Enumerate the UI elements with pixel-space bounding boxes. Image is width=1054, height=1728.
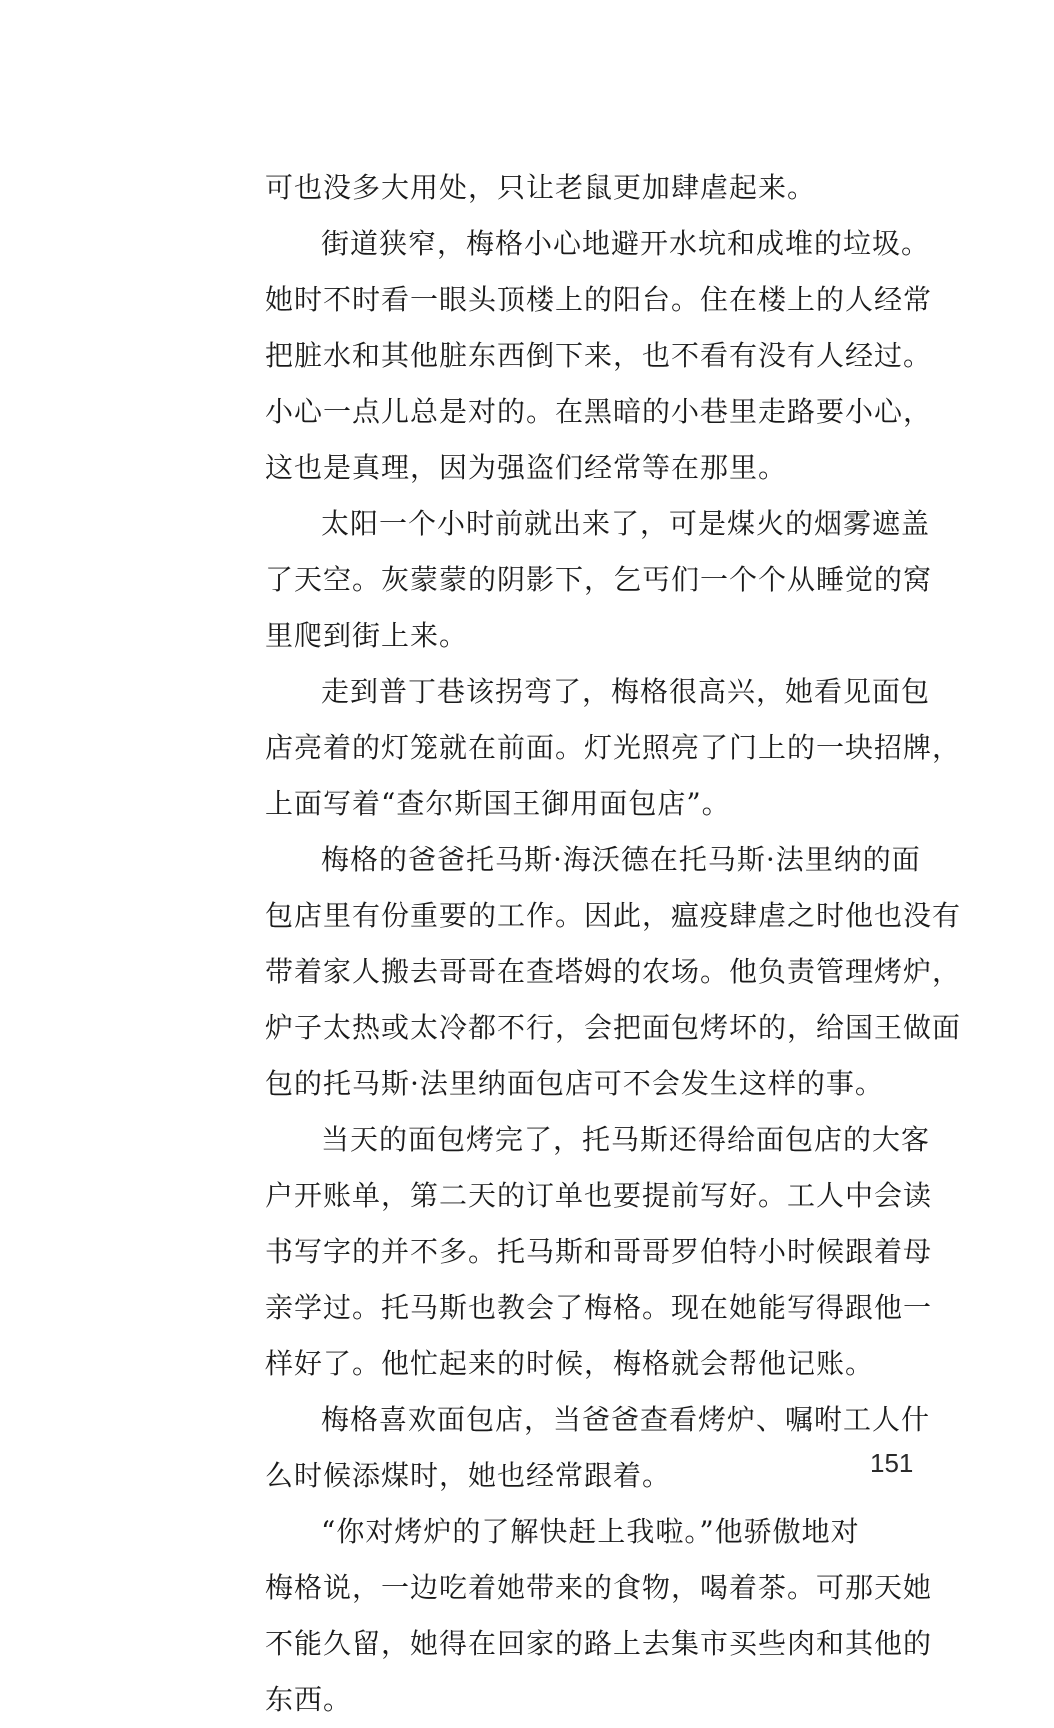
- text-line: 炉子太热或太冷都不行，会把面包烤坏的，给国王做面: [265, 1011, 962, 1044]
- text-line: 小心一点儿总是对的。在黑暗的小巷里走路要小心，: [265, 395, 933, 428]
- text-line: 太阳一个小时前就出来了，可是煤火的烟雾遮盖: [321, 507, 931, 540]
- text-line: 么时候添煤时，她也经常跟着。: [265, 1459, 672, 1492]
- text-line: 样好了。他忙起来的时候，梅格就会帮他记账。: [265, 1347, 875, 1380]
- text-line: 户开账单，第二天的订单也要提前写好。工人中会读: [265, 1179, 933, 1212]
- text-line: 当天的面包烤完了，托马斯还得给面包店的大客: [321, 1123, 931, 1156]
- text-line: 里爬到街上来。: [265, 619, 469, 652]
- text-line: 店亮着的灯笼就在前面。灯光照亮了门上的一块招牌，: [265, 731, 962, 764]
- text-line: 带着家人搬去哥哥在查塔姆的农场。他负责管理烤炉，: [265, 955, 962, 988]
- text-line: 街道狭窄，梅格小心地避开水坑和成堆的垃圾。: [321, 227, 931, 260]
- text-line: 这也是真理，因为强盗们经常等在那里。: [265, 451, 788, 484]
- text-line: 上面写着“查尔斯国王御用面包店”。: [265, 787, 731, 820]
- text-line: 走到普丁巷该拐弯了，梅格很高兴，她看见面包: [321, 675, 931, 708]
- text-line: 了天空。灰蒙蒙的阴影下，乞丐们一个个从睡觉的窝: [265, 563, 933, 596]
- text-line: 书写字的并不多。托马斯和哥哥罗伯特小时候跟着母: [265, 1235, 933, 1268]
- text-line: “你对烤炉的了解快赶上我啦。”他骄傲地对: [321, 1515, 860, 1548]
- text-line: 亲学过。托马斯也教会了梅格。现在她能写得跟他一: [265, 1291, 933, 1324]
- text-line: 不能久留，她得在回家的路上去集市买些肉和其他的: [265, 1627, 933, 1660]
- text-line: 包店里有份重要的工作。因此，瘟疫肆虐之时他也没有: [265, 899, 962, 932]
- body-text: [265, 160, 962, 1728]
- text-line: 东西。: [265, 1683, 353, 1716]
- text-line: 梅格的爸爸托马斯·海沃德在托马斯·法里纳的面: [321, 843, 921, 876]
- text-line: 她时不时看一眼头顶楼上的阳台。住在楼上的人经常: [265, 283, 933, 316]
- text-line: 梅格说，一边吃着她带来的食物，喝着茶。可那天她: [265, 1571, 933, 1604]
- page-number: 151: [870, 1448, 914, 1478]
- text-line: 包的托马斯·法里纳面包店可不会发生这样的事。: [265, 1067, 884, 1100]
- text-line: 把脏水和其他脏东西倒下来，也不看有没有人经过。: [265, 339, 933, 372]
- text-line: 梅格喜欢面包店，当爸爸查看烤炉、嘱咐工人什: [321, 1403, 931, 1436]
- text-line: 可也没多大用处，只让老鼠更加肆虐起来。: [265, 171, 817, 204]
